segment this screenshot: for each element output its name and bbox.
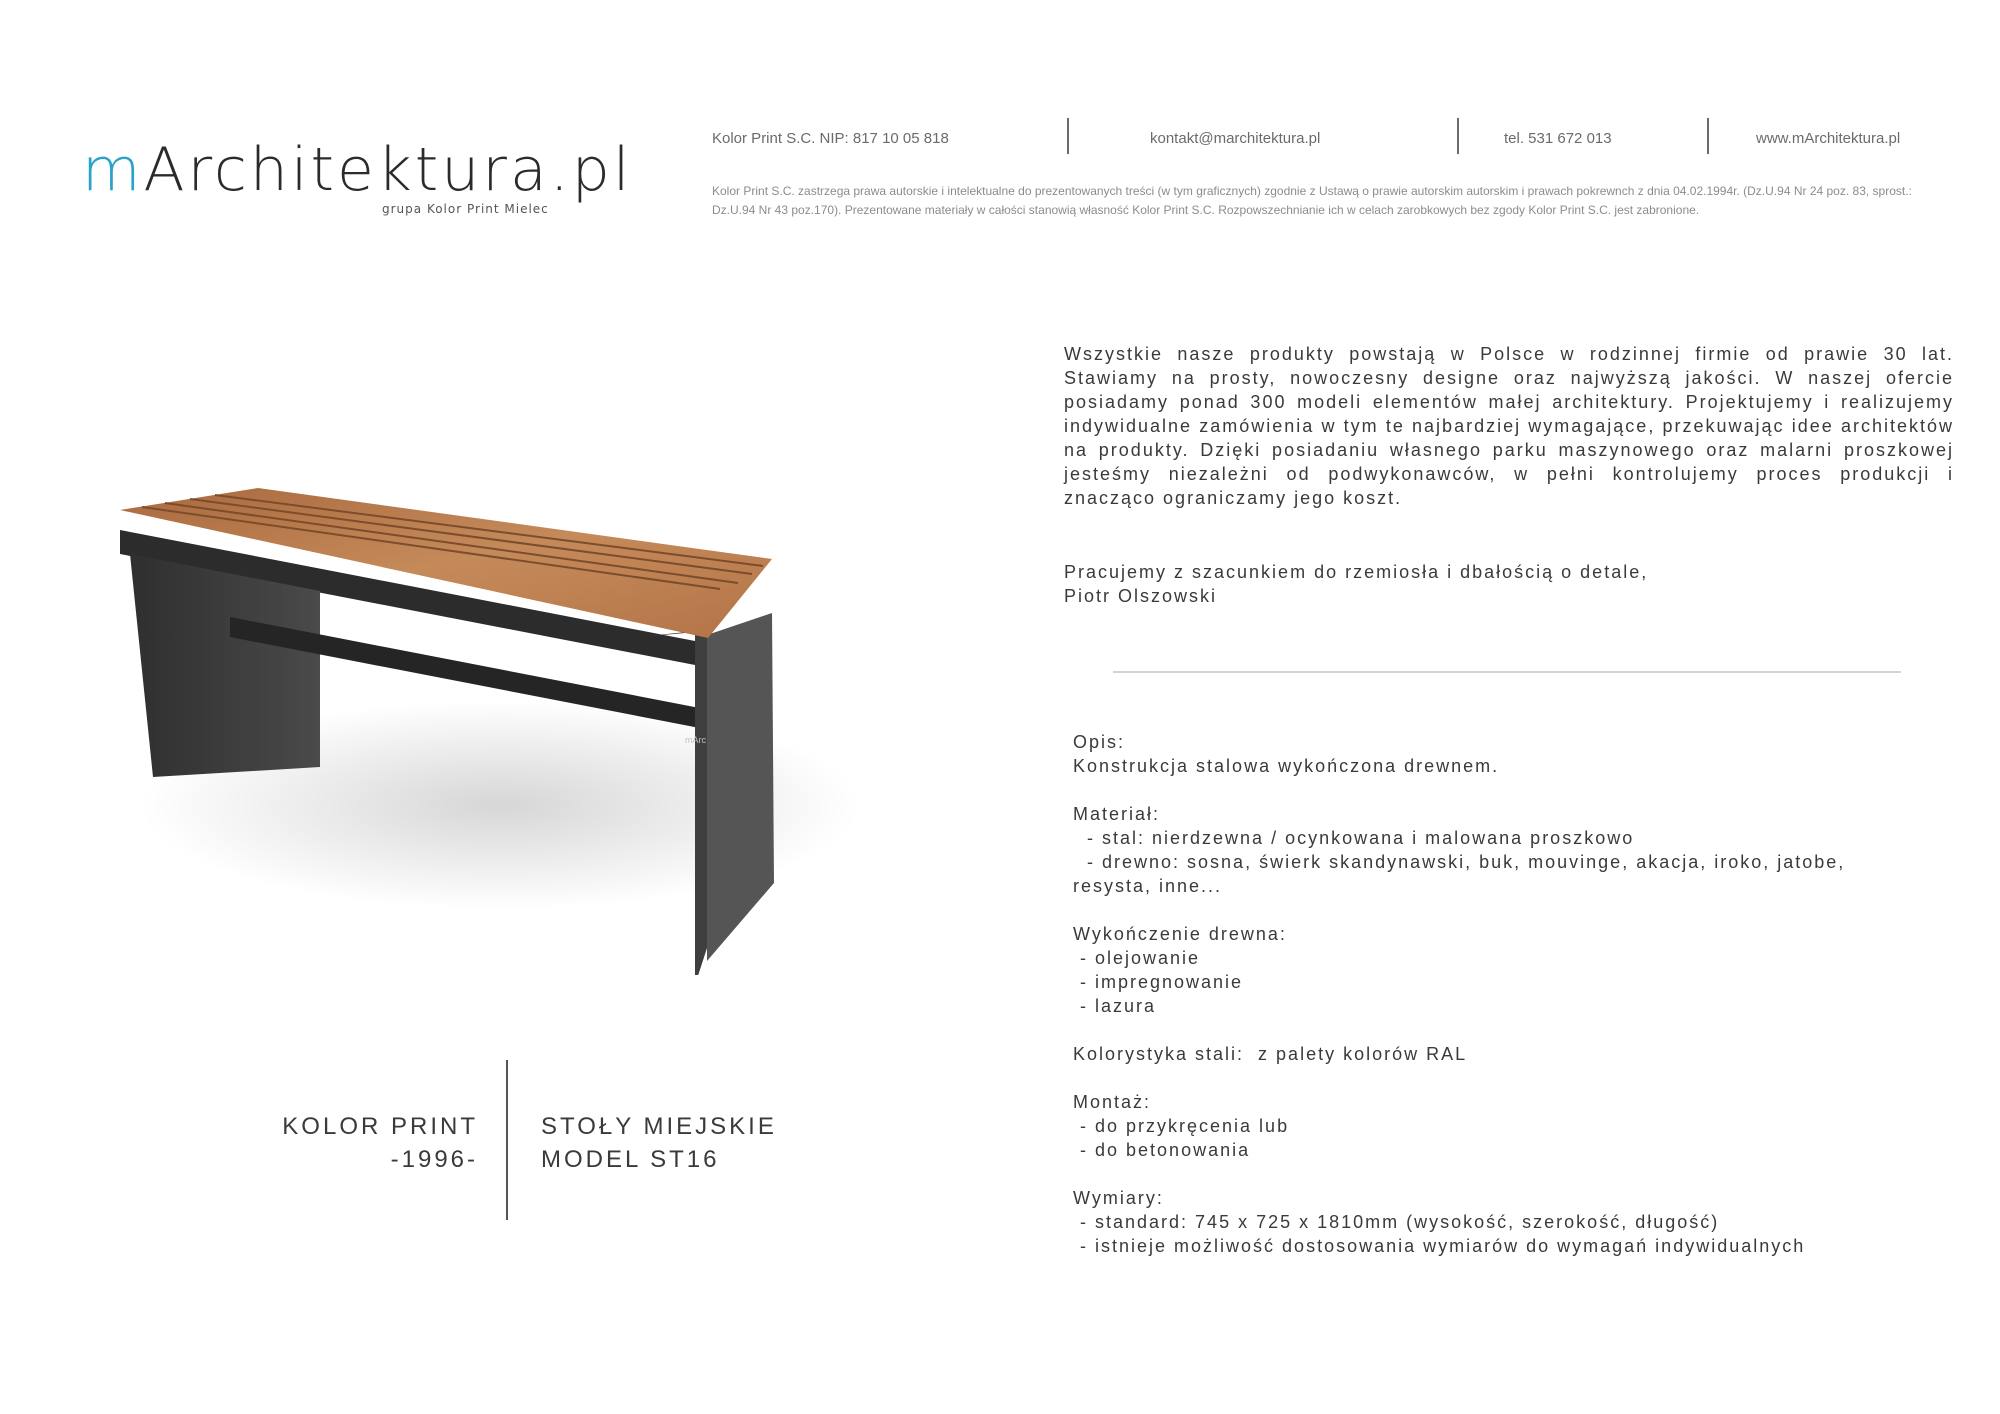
contact-divider-2: [1457, 118, 1459, 154]
desc-line: - do betonowania: [1073, 1140, 1251, 1160]
desc-line: - do przykręcenia lub: [1073, 1116, 1290, 1136]
legal-notice: Kolor Print S.C. zastrzega prawa autorskie i intelektualne do prezentowanych treści (w tym graficznych) zgodnie z Ustawą o prawie autorskim autorskim i prawach pokrewnch z dnia 04.02.1994r. (Dz.U.94 Nr 24 poz. 83, sprost.: Dz.U.94 Nr 43 poz.170). Prezentowane materiały w całości stanowią własność Kolor Print S.C. Rozpowszechnianie ich w celach zarobkowych bez zgody Kolor Print S.C. jest zabronione.: [712, 184, 1912, 217]
about-closing: Pracujemy z szacunkiem do rzemiosła i dbałością o detale,: [1064, 562, 1649, 582]
about-signoff: [1064, 560, 1648, 608]
desc-line: - stal: nierdzewna / ocynkowana i malowana proszkowo: [1073, 828, 1635, 848]
desc-line: - impregnowanie: [1073, 972, 1244, 992]
desc-line: [1073, 778, 1953, 802]
product-model: MODEL ST16: [541, 1146, 720, 1173]
desc-line: - drewno: sosna, świerk skandynawski, buk, mouvinge, akacja, iroko, jatobe,: [1073, 852, 1846, 872]
desc-line: [1073, 1018, 1953, 1042]
brand-name: KOLOR PRINT: [282, 1113, 478, 1140]
desc-line: Materiał:: [1073, 804, 1161, 824]
product-block: [541, 1110, 777, 1176]
product-image: [120, 455, 880, 975]
brand-divider: [506, 1060, 508, 1220]
section-divider: [1113, 671, 1901, 673]
product-description: [1073, 730, 1953, 1258]
desc-line: - olejowanie: [1073, 948, 1201, 968]
desc-line: Wykończenie drewna:: [1073, 924, 1287, 944]
desc-line: - standard: 745 x 725 x 1810mm (wysokość, szerokość, długość): [1073, 1212, 1720, 1232]
logo-main-text: Architektura.pl: [143, 135, 633, 205]
desc-line: - lazura: [1073, 996, 1157, 1016]
contact-bar: [712, 130, 1957, 152]
contact-divider-3: [1707, 118, 1709, 154]
desc-line: [1073, 1162, 1953, 1186]
brand-block: [180, 1110, 478, 1176]
logo-m: m: [82, 135, 144, 205]
logo: [82, 135, 642, 220]
desc-line: Montaż:: [1073, 1092, 1152, 1112]
desc-line: - istnieje możliwość dostosowania wymiarów do wymagań indywidualnych: [1073, 1236, 1806, 1256]
desc-line: Konstrukcja stalowa wykończona drewnem.: [1073, 756, 1500, 776]
desc-line: Opis:: [1073, 732, 1126, 752]
desc-line: [1073, 1066, 1953, 1090]
company-nip: Kolor Print S.C. NIP: 817 10 05 818: [712, 130, 949, 147]
logo-tagline: grupa Kolor Print Mielec: [382, 202, 549, 216]
about-paragraph: Wszystkie nasze produkty powstają w Polsce w rodzinnej firmie od prawie 30 lat. Stawiamy na prosty, nowoczesny designe oraz najwyższą jakości. W naszej ofercie posiadamy ponad 300 modeli elementów małej architektury. Projektujemy i realizujemy indywidualne zamówienia w tym te najbardziej wymagające, przekuwając idee architektów na produkty. Dzięki posiadaniu własnego parku maszynowego oraz malarni proszkowej jesteśmy niezależni od podwykonawców, w pełni kontrolujemy proces produkcji i znacząco ograniczamy jego koszt.: [1064, 344, 1954, 508]
mark-text: mArc: [685, 735, 706, 745]
desc-line: resysta, inne...: [1073, 876, 1223, 896]
about-text: [1064, 342, 1954, 510]
table-illustration: [120, 455, 880, 975]
logo-wordmark: [82, 135, 633, 205]
email-link[interactable]: kontakt@marchitektura.pl: [1150, 130, 1321, 147]
about-signature: Piotr Olszowski: [1064, 586, 1218, 606]
desc-line: [1073, 898, 1953, 922]
leg-right: [707, 613, 774, 961]
desc-line: Kolorystyka stali: z palety kolorów RAL: [1073, 1044, 1468, 1064]
brand-year: -1996-: [390, 1146, 478, 1173]
contact-divider-1: [1067, 118, 1069, 154]
product-category: STOŁY MIEJSKIE: [541, 1113, 777, 1140]
phone-number[interactable]: tel. 531 672 013: [1504, 130, 1612, 147]
leg-left: [130, 554, 320, 777]
website-link[interactable]: www.mArchitektura.pl: [1756, 130, 1901, 147]
desc-line: Wymiary:: [1073, 1188, 1164, 1208]
